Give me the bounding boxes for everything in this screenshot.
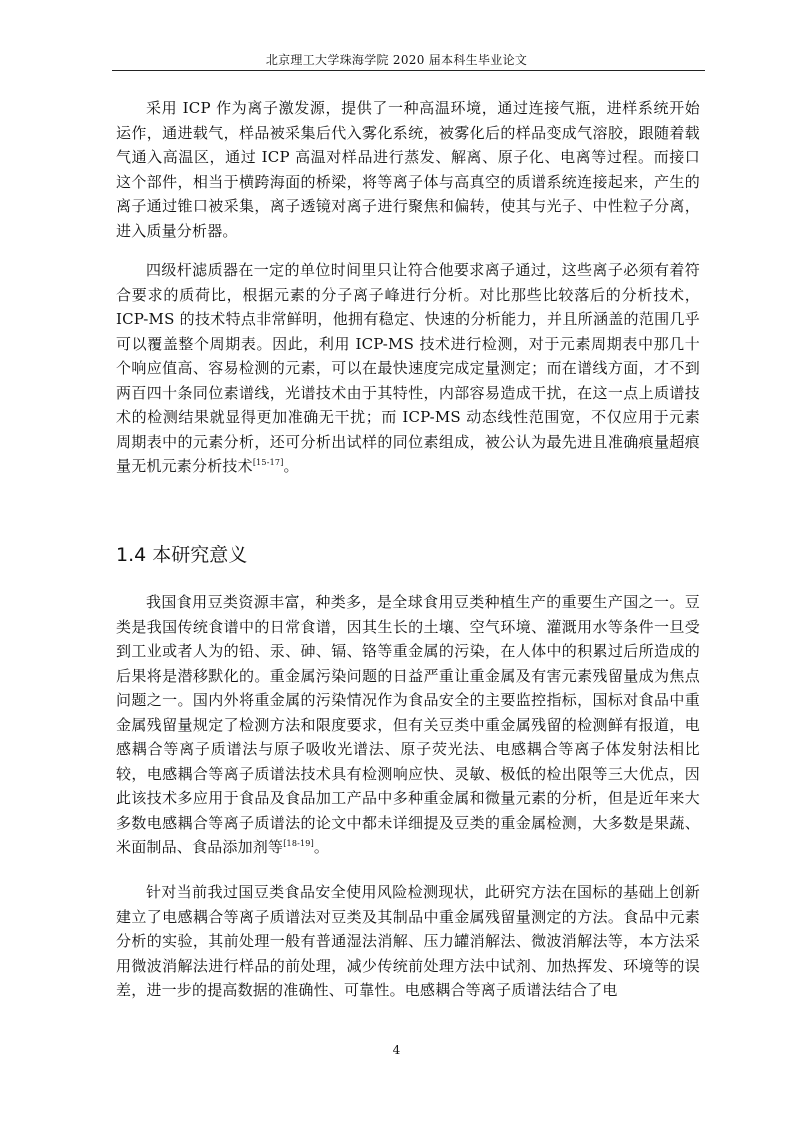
paragraph-bean-resources-text: 我国食用豆类资源丰富，种类多，是全球食用豆类种植生产的重要生产国之一。豆类是我国传统食谱中的日常食谱，因其生长的土壤、空气环境、灌溉用水等条件一旦受到工业或者人为的铅、汞、砷、镉、铬等重金属的污染，在人体中的积累过后所造成的后果将是潜移默化的。重金属污染问题的日益严重让重金属及有害元素残留量成为焦点问题之一。国内外将重金属的污染情况作为食品安全的主要监控指标，国标对食品中重金属残留量规定了检测方法和限度要求，但有关豆类中重金属残留的检测鲜有报道，电感耦合等离子质谱法与原子吸收光谱法、原子荧光法、电感耦合等离子体发射法相比较，电感耦合等离子质谱法技术具有检测响应快、灵敏、极低的检出限等三大优点，因此该技术多应用于食品及食品加工产品中多种重金属和微量元素的分析，但是近年来大多数电感耦合等离子质谱法的论文中都未详细提及豆类的重金属检测，大多数是果蔬、米面制品、食品添加剂等 (116, 593, 700, 856)
paragraph-icp-source: 采用 ICP 作为离子激发源，提供了一种高温环境，通过连接气瓶，进样系统开始运作，通进载气，样品被采集后代入雾化系统，被雾化后的样品变成气溶胶，跟随着载气通入高温区，通过 ICP 高温对样品进行蒸发、解离、原子化、电离等过程。而接口这个部件，相当于横跨海面的桥梁，将等离子体与高真空的质谱系统连接起来，产生的离子通过锥口被采集，离子透镜对离子进行聚焦和偏转，使其与光子、中性粒子分离，进入质量分析器。 (116, 99, 700, 240)
paragraph-quadrupole-analysis (116, 258, 700, 479)
citation-18-19: [18-19] (283, 839, 314, 848)
running-header: 北京理工大学珠海学院 2020 届本科生毕业论文 (265, 53, 528, 67)
page-number: 4 (392, 1043, 401, 1057)
paragraph-bean-resources-end: 。 (313, 838, 330, 856)
paragraph-bean-resources (116, 590, 700, 860)
paragraph-quadrupole-end: 。 (283, 457, 299, 475)
section-heading: 1.4 本研究意义 (116, 544, 248, 566)
paragraph-quadrupole-text: 四级杆滤质器在一定的单位时间里只让符合他要求离子通过，这些离子必须有着符合要求的质荷比，根据元素的分子离子峰进行分析。对比那些比较落后的分析技术，ICP-MS 的技术特点非常鲜明，他拥有稳定、快速的分析能力，并且所涵盖的范围几乎可以覆盖整个周期表。因此，利用 ICP-MS 技术进行检测，对于元素周期表中那几十个响应值高、容易检测的元素，可以在最快速度完成定量测定；而在谱线方面，才不到两百四十条同位素谱线，光谱技术由于其特性，内部容易造成干扰，在这一点上质谱技术的检测结果就显得更加准确无干扰；而 ICP-MS 动态线性范围宽，不仅应用于元素周期表中的元素分析，还可分析出试样的同位素组成，被公认为最先进且准确痕量超痕量无机元素分析技术 (116, 261, 700, 475)
header-rule (112, 70, 705, 71)
citation-15-17: [15-17] (252, 458, 284, 467)
paragraph-method-innovation: 针对当前我过国豆类食品安全使用风险检测现状，此研究方法在国标的基础上创新建立了电感耦合等离子质谱法对豆类及其制品中重金属残留量测定的方法。食品中元素分析的实验，其前处理一般有普通湿法消解、压力罐消解法、微波消解法等，本方法采用微波消解法进行样品的前处理，减少传统前处理方法中试剂、加热挥发、环境等的误差，进一步的提高数据的准确性、可靠性。电感耦合等离子质谱法结合了电 (116, 883, 700, 999)
